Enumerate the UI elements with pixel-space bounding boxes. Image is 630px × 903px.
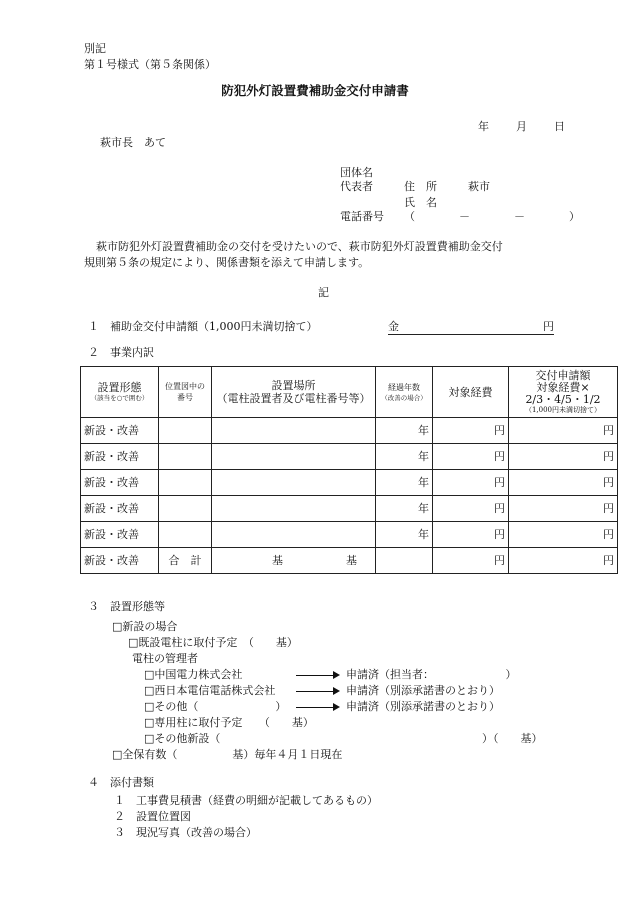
address-value: 萩市 [468, 180, 490, 193]
amount-prefix: 金 [388, 320, 399, 333]
section1-label: １ 補助金交付申請額（1,000円未満切捨て） [88, 320, 318, 333]
table-row [81, 418, 618, 444]
header-grant: 交付申請額 対象経費× 2/3・4/5・1/2 （1,000円未満切捨て） [509, 367, 618, 418]
arrow-icon [296, 668, 340, 682]
total-type: 新設・改善 [81, 548, 159, 574]
header-years: 経過年数 （改善の場合） [376, 367, 433, 418]
addressee: 萩市長 あて [100, 136, 166, 149]
ntt-checkbox[interactable]: □西日本電信電話株式会社 [144, 684, 276, 697]
date-month: 月 [516, 120, 527, 133]
total-label: 合 計 [159, 548, 212, 574]
section3-label: ３ 設置形態等 [88, 600, 165, 613]
form-number: 第１号様式（第５条関係） [84, 58, 216, 71]
group-name-label: 団体名 [340, 166, 373, 179]
phone-label: 電話番号 [340, 210, 384, 223]
row-type: 新設・改善 [81, 444, 159, 470]
total-grant[interactable]: 円 [509, 548, 618, 574]
address-label: 住 所 [404, 180, 437, 193]
other-new-checkbox[interactable]: □その他新設（ [144, 732, 221, 745]
arrow-icon [296, 684, 340, 698]
total-count-unit-2: 基 [346, 554, 357, 567]
dedicated-pole-checkbox[interactable]: □専用柱に取付予定 （ 基） [144, 716, 314, 729]
row-map-no[interactable] [159, 444, 212, 470]
ki-label: 記 [318, 286, 329, 299]
row-map-no[interactable] [159, 496, 212, 522]
row-cost[interactable]: 円 [433, 470, 509, 496]
ntt-status: 申請済（別添承諾書のとおり） [346, 684, 500, 697]
row-grant[interactable]: 円 [509, 418, 618, 444]
all-owned-checkbox[interactable]: □全保有数（ 基）毎年４月１日現在 [112, 748, 343, 761]
table-row [81, 470, 618, 496]
other-status: 申請済（別添承諾書のとおり） [346, 700, 500, 713]
row-type: 新設・改善 [81, 496, 159, 522]
chugoku-status: 申請済（担当者： ） [346, 668, 517, 681]
body-text-line-1: 萩市防犯外灯設置費補助金の交付を受けたいので、萩市防犯外灯設置費補助金交付 [96, 240, 503, 253]
row-grant[interactable]: 円 [509, 444, 618, 470]
body-text-line-2: 規則第５条の規定により、関係書類を添えて申請します。 [84, 256, 370, 269]
row-cost[interactable]: 円 [433, 522, 509, 548]
row-type: 新設・改善 [81, 418, 159, 444]
section4-label: ４ 添付書類 [88, 776, 154, 789]
other-new-end: ）（ 基） [482, 732, 543, 745]
row-location[interactable] [212, 522, 376, 548]
table-row [81, 496, 618, 522]
row-map-no[interactable] [159, 418, 212, 444]
total-count[interactable] [212, 548, 376, 574]
row-location[interactable] [212, 418, 376, 444]
betsuki-label: 別記 [84, 42, 106, 55]
header-years-note: （改善の場合） [381, 394, 427, 402]
row-grant[interactable]: 円 [509, 522, 618, 548]
table-row [81, 444, 618, 470]
document-title: 防犯外灯設置費補助金交付申請書 [221, 83, 409, 98]
row-type: 新設・改善 [81, 470, 159, 496]
attachment-item: ３ 現況写真（改善の場合） [114, 826, 257, 839]
attachment-item: ２ 設置位置図 [114, 810, 191, 823]
header-type-note: （該当を○で囲む） [90, 394, 149, 402]
header-map-no: 位置図中の番号 [159, 367, 212, 418]
row-years[interactable]: 年 [376, 470, 433, 496]
row-grant[interactable]: 円 [509, 496, 618, 522]
chugoku-checkbox[interactable]: □中国電力株式会社 [144, 668, 243, 681]
row-location[interactable] [212, 496, 376, 522]
pole-manager-label: 電柱の管理者 [132, 652, 198, 665]
existing-pole-checkbox[interactable]: □既設電柱に取付予定 （ 基） [128, 636, 298, 649]
row-years[interactable]: 年 [376, 418, 433, 444]
amount-suffix: 円 [543, 320, 554, 333]
row-grant[interactable]: 円 [509, 470, 618, 496]
row-map-no[interactable] [159, 522, 212, 548]
phone-value: （ － － ） [404, 210, 580, 223]
date-year: 年 [478, 120, 489, 133]
row-years[interactable]: 年 [376, 444, 433, 470]
row-location[interactable] [212, 470, 376, 496]
header-location: 設置場所 （電柱設置者及び電柱番号等） [212, 367, 376, 418]
arrow-icon [296, 700, 340, 714]
row-location[interactable] [212, 444, 376, 470]
total-years [376, 548, 433, 574]
project-breakdown-table [80, 366, 618, 574]
name-label: 氏 名 [404, 196, 437, 209]
other-manager-checkbox[interactable]: □その他（ ） [144, 700, 287, 713]
row-map-no[interactable] [159, 470, 212, 496]
date-day: 日 [554, 120, 565, 133]
grant-amount-field [388, 320, 554, 339]
row-years[interactable]: 年 [376, 522, 433, 548]
new-case-checkbox[interactable]: □新設の場合 [112, 620, 178, 633]
section2-label: ２ 事業内訳 [88, 346, 154, 359]
row-cost[interactable]: 円 [433, 444, 509, 470]
header-location-sub: （電柱設置者及び電柱番号等） [216, 392, 371, 405]
header-type: 設置形態 （該当を○で囲む） [81, 367, 159, 418]
total-cost[interactable]: 円 [433, 548, 509, 574]
header-cost: 対象経費 [433, 367, 509, 418]
row-years[interactable]: 年 [376, 496, 433, 522]
total-count-unit-1: 基 [272, 554, 283, 567]
table-row [81, 522, 618, 548]
table-total-row [81, 548, 618, 574]
row-cost[interactable]: 円 [433, 496, 509, 522]
attachment-item: １ 工事費見積書（経費の明細が記載してあるもの） [114, 794, 378, 807]
representative-label: 代表者 [340, 180, 373, 193]
table-header-row [81, 367, 618, 418]
row-type: 新設・改善 [81, 522, 159, 548]
row-cost[interactable]: 円 [433, 418, 509, 444]
